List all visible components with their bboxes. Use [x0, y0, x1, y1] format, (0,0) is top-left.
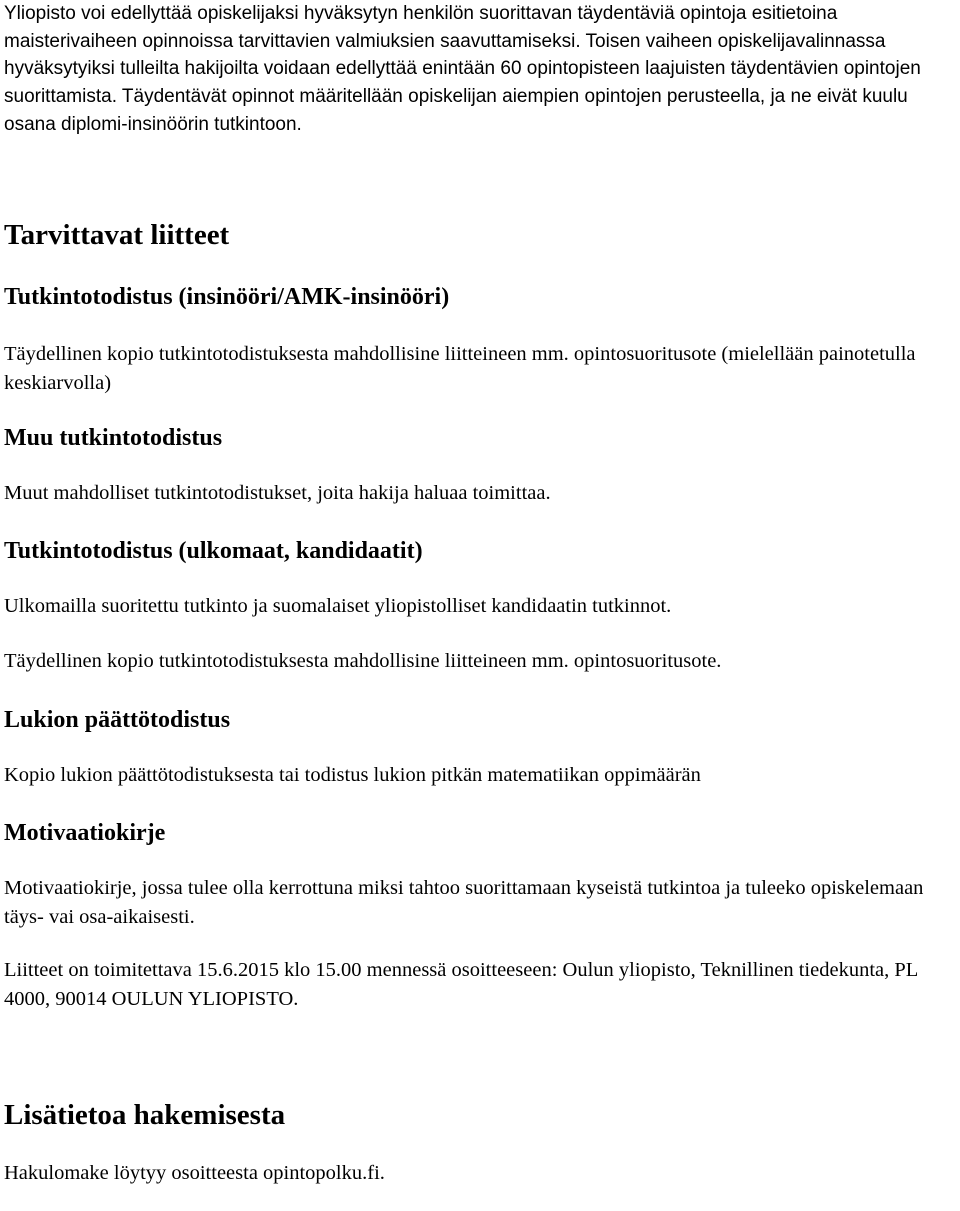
submission-deadline-text: Liitteet on toimitettava 15.6.2015 klo 15.00 mennessä osoitteeseen: Oulun yliopisto, Teknillinen tiedekunta, PL 4000, 90014 OULUN YLIOPISTO.	[4, 959, 918, 1010]
section-text-upper-secondary-certificate: Kopio lukion päättötodistuksesta tai todistus lukion pitkän matematiikan oppimäärän	[4, 764, 701, 786]
section-title-degree-certificate: Tutkintotodistus (insinööri/AMK-insinööri)	[4, 284, 450, 310]
section-text-foreign-certificate-2: Täydellinen kopio tutkintotodistuksesta mahdollisine liitteineen mm. opintosuoritusote.	[4, 650, 722, 672]
section-title-motivation-letter: Motivaatiokirje	[4, 820, 166, 846]
section-title-foreign-certificate: Tutkintotodistus (ulkomaat, kandidaatit)	[4, 538, 423, 564]
section-text-foreign-certificate-1: Ulkomailla suoritettu tutkinto ja suomalaiset yliopistolliset kandidaatin tutkinnot.	[4, 595, 672, 617]
attachments-heading: Tarvittavat liitteet	[4, 219, 230, 251]
section-title-upper-secondary-certificate: Lukion päättötodistus	[4, 707, 231, 733]
section-text-degree-certificate: Täydellinen kopio tutkintotodistuksesta mahdollisine liitteineen mm. opintosuoritusote (mielellään painotetulla keskiarvolla)	[4, 343, 916, 394]
section-text-other-certificate: Muut mahdolliset tutkintotodistukset, joita hakija haluaa toimittaa.	[4, 482, 551, 504]
section-text-motivation-letter: Motivaatiokirje, jossa tulee olla kerrottuna miksi tahtoo suorittamaan kyseistä tutkintoa ja tuleeko opiskelemaan täys- vai osa-aikaisesti.	[4, 877, 924, 928]
more-info-text: Hakulomake löytyy osoitteesta opintopolku.fi.	[4, 1162, 385, 1184]
intro-paragraph: Yliopisto voi edellyttää opiskelijaksi hyväksytyn henkilön suorittavan täydentäviä opintoja esitietoina maisterivaiheen opinnoissa tarvittavien valmiuksien saavuttamiseksi. Toisen vaiheen opiskelijavalinnassa hyväksytyiksi tulleilta hakijoilta voidaan edellyttää enintään 60 opintopisteen laajuisten täydentävien opintojen suorittamista. Täydentävät opinnot määritellään opiskelijan aiempien opintojen perusteella, ja ne eivät kuulu osana diplomi-insinöörin tutkintoon.	[4, 3, 921, 135]
more-info-heading: Lisätietoa hakemisesta	[4, 1099, 286, 1131]
section-title-other-certificate: Muu tutkintotodistus	[4, 425, 223, 451]
